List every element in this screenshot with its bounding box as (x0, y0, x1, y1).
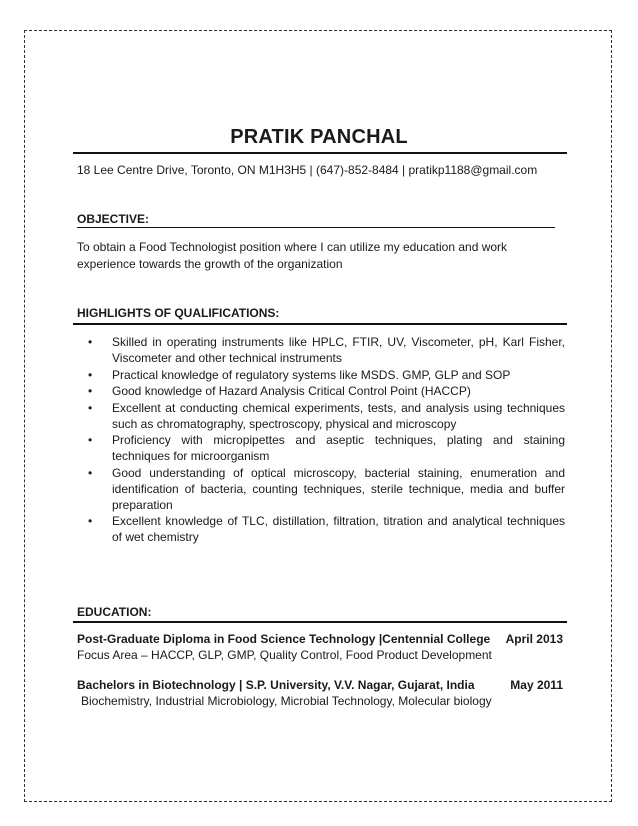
highlight-text: Practical knowledge of regulatory systems like MSDS. GMP, GLP and SOP (112, 367, 511, 382)
highlight-text: Good understanding of optical microscopy, bacterial staining, enumeration and identification of bacteria, counting techniques, sterile technique, media and buffer preparation (112, 465, 565, 512)
highlights-heading: HIGHLIGHTS OF QUALIFICATIONS: (77, 306, 280, 320)
highlight-text: Excellent at conducting chemical experiments, tests, and analysis using techniques such as chromatography, spectroscopy, physical and microscopy (112, 400, 565, 431)
bullet-icon: • (88, 514, 93, 528)
bullet-icon: • (88, 400, 93, 415)
highlight-text: Proficiency with micropipettes and aseptic techniques, plating and staining techniques for microorganism (112, 433, 565, 463)
objective-heading: OBJECTIVE: (77, 212, 555, 228)
degree-date: May 2011 (510, 678, 563, 692)
list-item (82, 367, 565, 383)
bullet-icon: • (88, 465, 93, 480)
highlight-text: Good knowledge of Hazard Analysis Critical Control Point (HACCP) (112, 384, 471, 398)
highlights-list (82, 334, 565, 546)
education-divider (73, 621, 567, 623)
bullet-icon: • (88, 335, 93, 349)
list-item (82, 432, 565, 464)
highlight-text: Skilled in operating instruments like HPLC, FTIR, UV, Viscometer, pH, Karl Fisher, Viscometer and other technical instruments (112, 335, 565, 365)
education-entry (77, 677, 563, 709)
education-entry (77, 631, 563, 663)
degree-detail: Biochemistry, Industrial Microbiology, Microbial Technology, Molecular biology (81, 694, 492, 708)
list-item (82, 334, 565, 366)
education-heading: EDUCATION: (77, 605, 152, 619)
list-item (82, 513, 565, 545)
highlights-divider (73, 323, 567, 325)
list-item (82, 383, 565, 399)
degree-title: Post-Graduate Diploma in Food Science Technology |Centennial College (77, 632, 491, 646)
name-divider (73, 152, 567, 154)
list-item (82, 400, 565, 432)
candidate-name: PRATIK PANCHAL (230, 126, 408, 148)
highlight-text: Excellent knowledge of TLC, distillation, filtration, titration and analytical techniques of wet chemistry (112, 514, 565, 544)
bullet-icon: • (88, 384, 93, 398)
degree-date: April 2013 (505, 632, 563, 646)
contact-line: 18 Lee Centre Drive, Toronto, ON M1H3H5 | (647)-852-8484 | pratikp1188@gmail.com (77, 163, 538, 177)
objective-text: To obtain a Food Technologist position where I can utilize my education and work experience towards the growth of the organization (77, 240, 508, 271)
degree-detail: Focus Area – HACCP, GLP, GMP, Quality Control, Food Product Development (77, 648, 492, 662)
list-item (82, 465, 565, 513)
degree-title: Bachelors in Biotechnology | S.P. University, V.V. Nagar, Gujarat, India (77, 678, 475, 692)
bullet-icon: • (88, 367, 93, 382)
bullet-icon: • (88, 433, 93, 447)
